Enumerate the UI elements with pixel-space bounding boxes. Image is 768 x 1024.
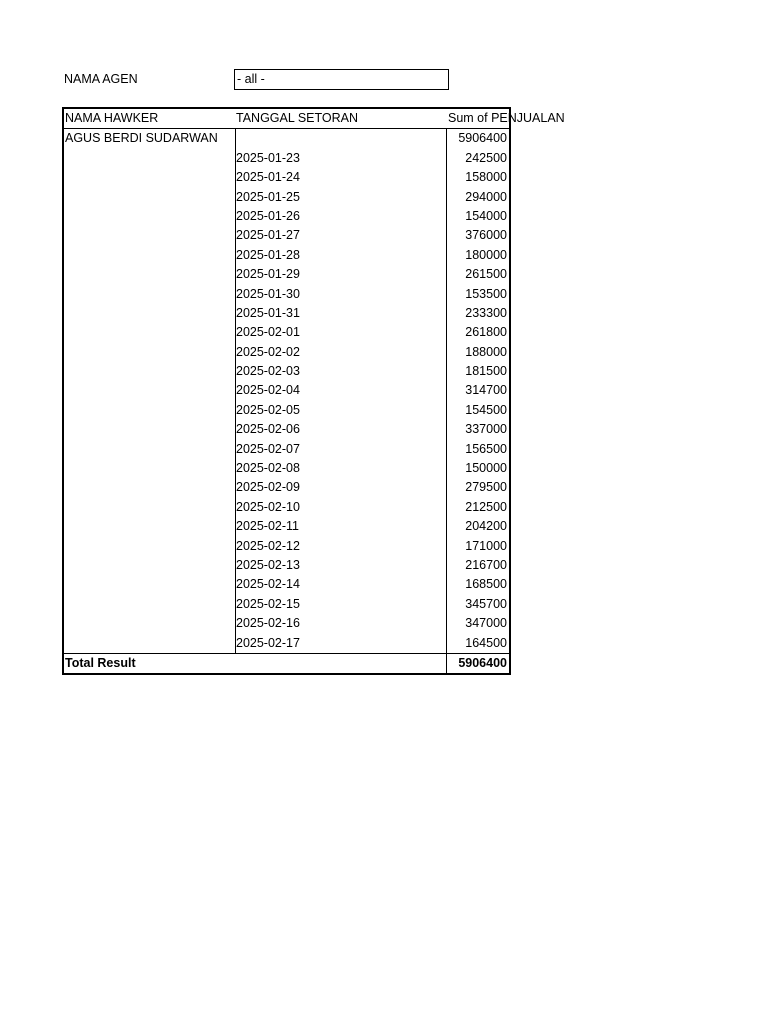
table-row [64, 401, 509, 420]
table-row [64, 556, 509, 575]
table-row [64, 304, 509, 323]
date-cell[interactable]: 2025-02-01 [236, 325, 300, 340]
value-cell[interactable]: 345700 [465, 596, 507, 611]
value-cell[interactable]: 216700 [465, 557, 507, 572]
date-cell[interactable]: 2025-02-11 [236, 519, 300, 534]
date-cell[interactable]: 2025-01-27 [236, 228, 300, 243]
table-row [64, 207, 509, 226]
value-cell[interactable]: 376000 [465, 228, 507, 243]
date-cell[interactable]: 2025-02-15 [236, 596, 300, 611]
filter-label: NAMA AGEN [64, 72, 138, 86]
value-cell[interactable]: 180000 [465, 247, 507, 262]
date-cell[interactable]: 2025-01-25 [236, 189, 300, 204]
date-cell[interactable]: 2025-02-09 [236, 480, 300, 495]
value-cell[interactable]: 314700 [465, 383, 507, 398]
table-row [64, 381, 509, 400]
date-cell[interactable]: 2025-02-05 [236, 402, 300, 417]
value-cell[interactable]: 279500 [465, 480, 507, 495]
value-cell[interactable]: 168500 [465, 577, 507, 592]
date-cell[interactable]: 2025-02-02 [236, 344, 300, 359]
value-cell[interactable]: 261800 [465, 325, 507, 340]
table-row [64, 634, 509, 653]
table-row [64, 614, 509, 633]
pivot-table [62, 107, 565, 675]
date-cell[interactable]: 2025-01-31 [236, 305, 300, 320]
value-cell[interactable]: 156500 [465, 441, 507, 456]
total-label: Total Result [65, 655, 136, 670]
date-cell[interactable]: 2025-01-24 [236, 170, 300, 185]
value-cell[interactable]: 261500 [465, 267, 507, 282]
pivot-header-row [64, 109, 565, 129]
date-cell[interactable]: 2025-02-06 [236, 422, 300, 437]
date-cell[interactable]: 2025-01-30 [236, 286, 300, 301]
table-row [64, 440, 509, 459]
filter-dropdown[interactable]: - all - [234, 69, 449, 90]
date-cell[interactable]: 2025-01-29 [236, 267, 300, 282]
date-cell[interactable]: 2025-01-26 [236, 208, 300, 223]
total-row [64, 653, 509, 673]
value-cell[interactable]: 150000 [465, 461, 507, 476]
date-cell[interactable]: 2025-02-17 [236, 635, 300, 650]
value-cell[interactable]: 347000 [465, 616, 507, 631]
date-cell[interactable]: 2025-01-28 [236, 247, 300, 262]
header-tanggal-setoran[interactable]: TANGGAL SETORAN [236, 111, 359, 125]
table-row [64, 246, 509, 265]
value-cell[interactable]: 158000 [465, 170, 507, 185]
value-cell[interactable]: 204200 [465, 519, 507, 534]
header-nama-hawker[interactable]: NAMA HAWKER [65, 111, 159, 125]
table-row [64, 343, 509, 362]
date-cell[interactable]: 2025-01-23 [236, 150, 300, 165]
date-cell[interactable]: 2025-02-04 [236, 383, 300, 398]
table-row [64, 226, 509, 245]
value-cell[interactable]: 164500 [465, 635, 507, 650]
table-row [64, 323, 509, 342]
hawker-name[interactable]: AGUS BERDI SUDARWAN [65, 131, 218, 146]
table-row [64, 459, 509, 478]
table-row [64, 188, 509, 207]
value-cell[interactable]: 154500 [465, 402, 507, 417]
value-cell[interactable]: 233300 [465, 305, 507, 320]
date-cell[interactable]: 2025-02-03 [236, 364, 300, 379]
value-cell[interactable]: 294000 [465, 189, 507, 204]
table-row [64, 420, 509, 439]
value-cell[interactable]: 181500 [465, 364, 507, 379]
total-value: 5906400 [458, 655, 507, 670]
value-cell[interactable]: 242500 [465, 150, 507, 165]
value-cell[interactable]: 171000 [465, 538, 507, 553]
value-cell[interactable]: 188000 [465, 344, 507, 359]
value-cell[interactable]: 154000 [465, 208, 507, 223]
table-row [64, 168, 509, 187]
value-cell[interactable]: 337000 [465, 422, 507, 437]
date-cell[interactable]: 2025-02-16 [236, 616, 300, 631]
table-row [64, 595, 509, 614]
value-cell[interactable]: 153500 [465, 286, 507, 301]
table-row [64, 575, 509, 594]
date-rows [64, 149, 509, 653]
date-cell[interactable]: 2025-02-10 [236, 499, 300, 514]
table-row [64, 517, 509, 536]
pivot-body [64, 129, 509, 653]
table-row [64, 498, 509, 517]
date-cell[interactable]: 2025-02-08 [236, 461, 300, 476]
group-subtotal: 5906400 [458, 131, 507, 146]
table-row [64, 265, 509, 284]
table-row [64, 362, 509, 381]
column-divider [446, 654, 447, 673]
table-row [64, 149, 509, 168]
date-cell[interactable]: 2025-02-13 [236, 557, 300, 572]
table-row [64, 478, 509, 497]
date-cell[interactable]: 2025-02-07 [236, 441, 300, 456]
table-row [64, 537, 509, 556]
value-cell[interactable]: 212500 [465, 499, 507, 514]
date-cell[interactable]: 2025-02-12 [236, 538, 300, 553]
group-row [64, 129, 509, 148]
date-cell[interactable]: 2025-02-14 [236, 577, 300, 592]
table-row [64, 285, 509, 304]
header-sum-penjualan[interactable]: Sum of PENJUALAN [448, 111, 565, 125]
